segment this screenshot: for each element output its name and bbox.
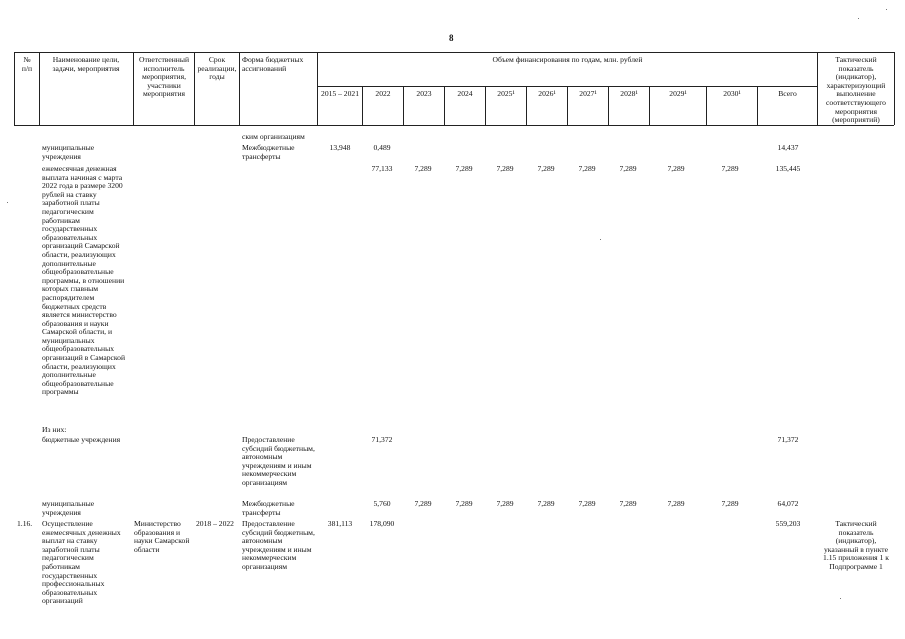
cell-value: 7,289 [721, 164, 739, 173]
cell-value: 0,489 [373, 143, 391, 152]
cell-budget-form: Межбюджетные трансферты [242, 143, 295, 161]
scan-speck [840, 598, 841, 599]
cell-budget-form: Предоставление субсидий бюджетным, автономным учреждениям и иным некоммерческим организациям [242, 519, 315, 571]
cell-row-name: бюджетные учреждения [42, 435, 121, 444]
header-top-border [14, 52, 894, 53]
cell-value: 7,289 [667, 164, 685, 173]
header-col-term: Срок реализации, годы [197, 55, 237, 82]
header-year: 2030¹ [723, 89, 741, 98]
grid-line [894, 52, 895, 125]
cell-value: 7,289 [455, 499, 473, 508]
cell-value: 7,289 [414, 164, 432, 173]
cell-indicator: Тактический показатель (индикатор), указанный в пункте 1.15 приложения 1 к Подпрограмме 1 [823, 519, 889, 571]
cell-value: 559,203 [775, 519, 801, 528]
cell-value: 64,072 [777, 499, 799, 508]
cell-value: 7,289 [721, 499, 739, 508]
cell-budget-form: Межбюджетные трансферты [242, 499, 295, 517]
cell-budget-form: ским организациям [242, 132, 305, 141]
cell-value: 381,113 [327, 519, 353, 528]
header-col-budget-form: Форма бюджетных ассигнований [242, 55, 304, 73]
cell-value: 7,289 [578, 499, 596, 508]
cell-value: 7,289 [537, 164, 555, 173]
cell-value: 7,289 [619, 164, 637, 173]
cell-row-number: 1.16. [17, 519, 33, 528]
header-col-indicator: Тактический показатель (индикатор), характеризующий выполнение соответствующего мероприятия (мероприятий) [826, 55, 886, 125]
cell-term: 2018 – 2022 [196, 519, 234, 528]
header-year: 2023 [416, 89, 432, 98]
header-year: 2022 [375, 89, 391, 98]
scan-speck [858, 18, 859, 19]
cell-value: 135,445 [775, 164, 801, 173]
cell-row-name: муниципальные учреждения [42, 143, 95, 161]
header-year: Всего [778, 89, 797, 98]
grid-line [239, 52, 240, 125]
header-col-responsible: Ответственный исполнитель мероприятия, участники мероприятия [138, 55, 190, 99]
cell-row-name: Осуществление ежемесячных денежных выплат на ставку заработной платы педагогическим работникам государственных профессиональных образовательных организаций [42, 519, 121, 606]
cell-value: 13,948 [329, 143, 351, 152]
cell-value: 71,372 [777, 435, 799, 444]
cell-value: 7,289 [578, 164, 596, 173]
cell-row-name: муниципальные учреждения [42, 499, 95, 517]
header-bottom-border [14, 125, 894, 126]
header-year: 2025¹ [497, 89, 515, 98]
scan-speck [600, 239, 601, 240]
cell-value: 178,090 [369, 519, 395, 528]
scan-speck [7, 202, 8, 203]
header-year: 2024 [457, 89, 473, 98]
page-number: 8 [449, 33, 454, 43]
header-year: 2015 – 2021 [321, 89, 359, 98]
header-year: 2029¹ [669, 89, 687, 98]
cell-value: 7,289 [455, 164, 473, 173]
cell-value: 7,289 [619, 499, 637, 508]
cell-budget-form: Предоставление субсидий бюджетным, автономным учреждениям и иным некоммерческим организациям [242, 435, 315, 487]
cell-value: 7,289 [496, 499, 514, 508]
cell-value: 5,760 [373, 499, 391, 508]
header-col-financing: Объем финансирования по годам, млн. рублей [492, 55, 643, 64]
scan-speck [886, 9, 887, 10]
cell-value: 7,289 [667, 499, 685, 508]
header-year: 2028¹ [620, 89, 638, 98]
header-year: 2026¹ [538, 89, 556, 98]
cell-value: 7,289 [414, 499, 432, 508]
cell-value: 7,289 [537, 499, 555, 508]
cell-value: 14,437 [777, 143, 799, 152]
cell-row-name: Из них: [42, 425, 67, 434]
cell-value: 7,289 [496, 164, 514, 173]
header-col-name: Наименование цели, задачи, мероприятия [52, 55, 120, 73]
cell-value: 77,133 [371, 164, 393, 173]
cell-row-name: ежемесячная денежная выплата начиная с марта 2022 года в размере 3200 рублей на ставку заработной платы педагогическим работникам государственных образовательных организаций Самарской области, реализующих дополнительные общеобразовательные программы, в отношении которых главным распорядителем бюджетных средств является министерство образования и науки Самарской области, и муниципальных общеобразовательных организаций в Самарской области, реализующих дополнительные общеобразовательные программы [42, 164, 126, 397]
header-col-number: № п/п [21, 55, 33, 73]
cell-value: 71,372 [371, 435, 393, 444]
header-year: 2027¹ [579, 89, 597, 98]
grid-line [39, 52, 40, 125]
cell-responsible: Министерство образования и науки Самарской области [134, 519, 190, 554]
